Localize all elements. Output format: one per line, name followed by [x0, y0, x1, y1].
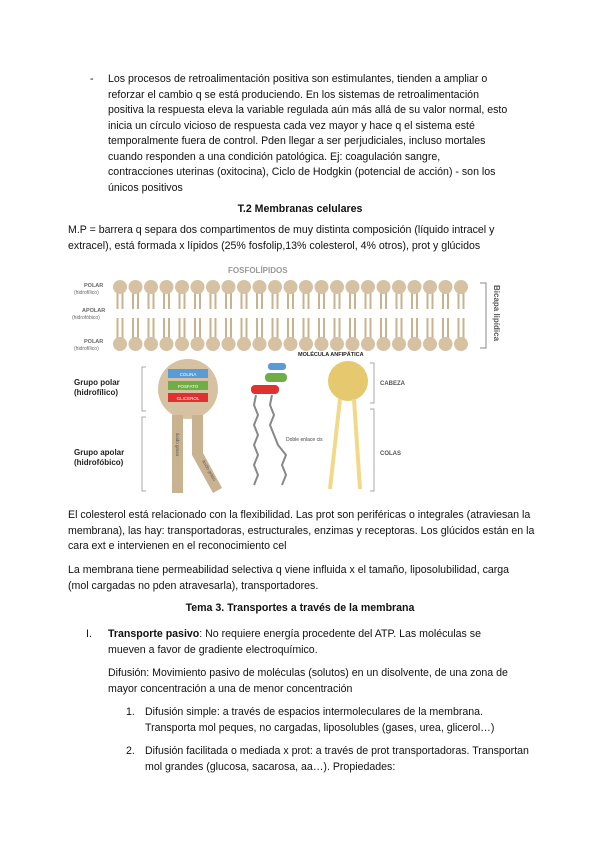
- bilayer-head: [423, 337, 437, 351]
- doble-enlace-label: Doble enlace cis: [286, 437, 323, 443]
- bilayer-head: [439, 280, 453, 294]
- bilayer-head: [330, 280, 344, 294]
- apolar-sub: (hidrofóbico): [72, 315, 100, 321]
- bilayer-head: [392, 280, 406, 294]
- section-title-transportes: Tema 3. Transportes a través de la membrana: [185, 602, 415, 614]
- phospholipid-figure: [68, 263, 538, 495]
- bilayer-head: [113, 280, 127, 294]
- colas-label: COLAS: [380, 451, 401, 457]
- bilayer-head: [237, 280, 251, 294]
- bilayer-head: [408, 280, 422, 294]
- tail-label-2: ácido graso: [201, 459, 218, 482]
- bilayer-head: [206, 337, 220, 351]
- schematic-head: [328, 361, 368, 401]
- bilayer-head: [160, 280, 174, 294]
- bilayer-head: [237, 337, 251, 351]
- bilayer-head: [439, 337, 453, 351]
- bilayer-head: [253, 280, 267, 294]
- transporte-pasivo-label: Transporte pasivo: [108, 628, 200, 640]
- tail-label-1: ácido graso: [175, 433, 180, 457]
- bilayer-head: [222, 280, 236, 294]
- bilayer-head: [175, 337, 189, 351]
- bilayer-head: [361, 337, 375, 351]
- bilayer-head: [454, 337, 468, 351]
- bilayer-head: [377, 337, 391, 351]
- bilayer-head: [330, 337, 344, 351]
- bilayer-head: [315, 337, 329, 351]
- bilayer-head: [206, 280, 220, 294]
- bilayer-head: [361, 280, 375, 294]
- colina-label: COLINA: [179, 372, 197, 377]
- section-title-membranas: T.2 Membranas celulares: [237, 203, 363, 215]
- bilayer-head: [175, 280, 189, 294]
- bilayer-head: [268, 337, 282, 351]
- tail-bent: [192, 415, 222, 493]
- bilayer-head: [191, 280, 205, 294]
- bilayer-head: [408, 337, 422, 351]
- glicerol-label: GLICEROL: [176, 396, 200, 401]
- molecula-anfipatica-label: MOLÉCULA ANFIPÁTICA: [298, 352, 364, 358]
- colesterol-paragraph: El colesterol está relacionado con la flexibilidad. Las prot son periféricas o integrales (atraviesan la membrana), las hay: transportadoras, estructurales, enzimas y receptoras. Los glúcidos están en la cara ext e intervienen en el reconocimiento cel: [68, 509, 535, 552]
- positive-feedback-paragraph: Los procesos de retroalimentación positiva son estimulantes, tienden a ampliar o reforzar el cambio q se está produciendo. En los sistemas de retroalimentación positiva la respuesta eleva la variable regulada aún más allá de su valor normal, esto inicia un círculo vicioso de respuesta cada vez mayor y hace q el sistema esté temporalmente fuera de control. Pden llegar a ser perjudiciales, incluso mortales cuando responden a una condición patológica. Ej: coagulación sangre, contracciones uterinas (oxitocina), Ciclo de Hodgkin (potencial de acción) - son los únicos positivos: [108, 73, 508, 194]
- bilayer-head: [144, 337, 158, 351]
- molecule-tails: [254, 395, 286, 485]
- apolar-label: APOLAR: [82, 308, 106, 314]
- polar-bottom-label: POLAR: [84, 339, 104, 345]
- transporte-pasivo-text: : No requiere energía procedente del ATP. Las moléculas se mueven a favor de gradiente electroquímico.: [108, 628, 481, 656]
- sub2-marker: 2.: [126, 745, 135, 757]
- bilayer-head: [454, 280, 468, 294]
- bilayer-head: [129, 280, 143, 294]
- grupo-polar-sub: (hidrofílico): [74, 388, 118, 397]
- grupo-polar-label: Grupo polar: [74, 378, 120, 387]
- bilayer-head: [392, 337, 406, 351]
- bilayer-head: [160, 337, 174, 351]
- bullet-marker: -: [90, 73, 94, 85]
- bilayer-head: [299, 280, 313, 294]
- bilayer-label: Bicapa lipídica: [492, 285, 501, 342]
- bilayer-head: [346, 337, 360, 351]
- grupo-apolar-label: Grupo apolar: [74, 448, 125, 457]
- polar-top-label: POLAR: [84, 283, 104, 289]
- item1-marker: I.: [86, 628, 92, 640]
- grupo-apolar-sub: (hidrofóbico): [74, 458, 124, 467]
- bilayer-head: [191, 337, 205, 351]
- bilayer-head: [253, 337, 267, 351]
- sub1-marker: 1.: [126, 706, 135, 718]
- cabeza-label: CABEZA: [380, 381, 405, 387]
- bilayer-head: [284, 337, 298, 351]
- bilayer-head: [144, 280, 158, 294]
- bilayer-head: [377, 280, 391, 294]
- bilayer-head: [129, 337, 143, 351]
- difusion-paragraph: Difusión: Movimiento pasivo de moléculas (solutos) en un disolvente, de una zona de mayor concentración a una de menor concentración: [108, 667, 508, 695]
- bilayer-head: [346, 280, 360, 294]
- fosfato-label: FOSFATO: [177, 384, 199, 389]
- bilayer-head: [423, 280, 437, 294]
- difusion-simple-paragraph: Difusión simple: a través de espacios intermoleculares de la membrana. Transporta mol peques, no cargadas, liposolubles (gases, urea, glicerol…): [145, 706, 495, 734]
- bilayer-head: [113, 337, 127, 351]
- lipid-bilayer: [113, 280, 468, 351]
- bilayer-head: [299, 337, 313, 351]
- bilayer-head: [222, 337, 236, 351]
- figure-title: FOSFOLÍPIDOS: [228, 266, 288, 275]
- bilayer-head: [315, 280, 329, 294]
- difusion-facilitada-paragraph: Difusión facilitada o mediada x prot: a través de prot transportadoras. Transportan mol grandes (glucosa, sacarosa, aa…). Propiedades:: [145, 745, 529, 773]
- polar-bottom-sub: (hidrofílico): [74, 346, 99, 352]
- transporte-pasivo-paragraph: [108, 627, 518, 658]
- bilayer-head: [284, 280, 298, 294]
- permeabilidad-paragraph: La membrana tiene permeabilidad selectiva q viene influida x el tamaño, liposolubilidad, carga (mol cargadas no pden atravesarla), transportadores.: [68, 564, 510, 592]
- membrana-plasmatica-paragraph: M.P = barrera q separa dos compartimentos de muy distinta composición (líquido intracel y extracel), está formada x lípidos (25% fosfolip,13% colesterol, 4% otros), prot y glúcidos: [68, 224, 495, 252]
- polar-top-sub: (hidrofílico): [74, 290, 99, 296]
- bilayer-head: [268, 280, 282, 294]
